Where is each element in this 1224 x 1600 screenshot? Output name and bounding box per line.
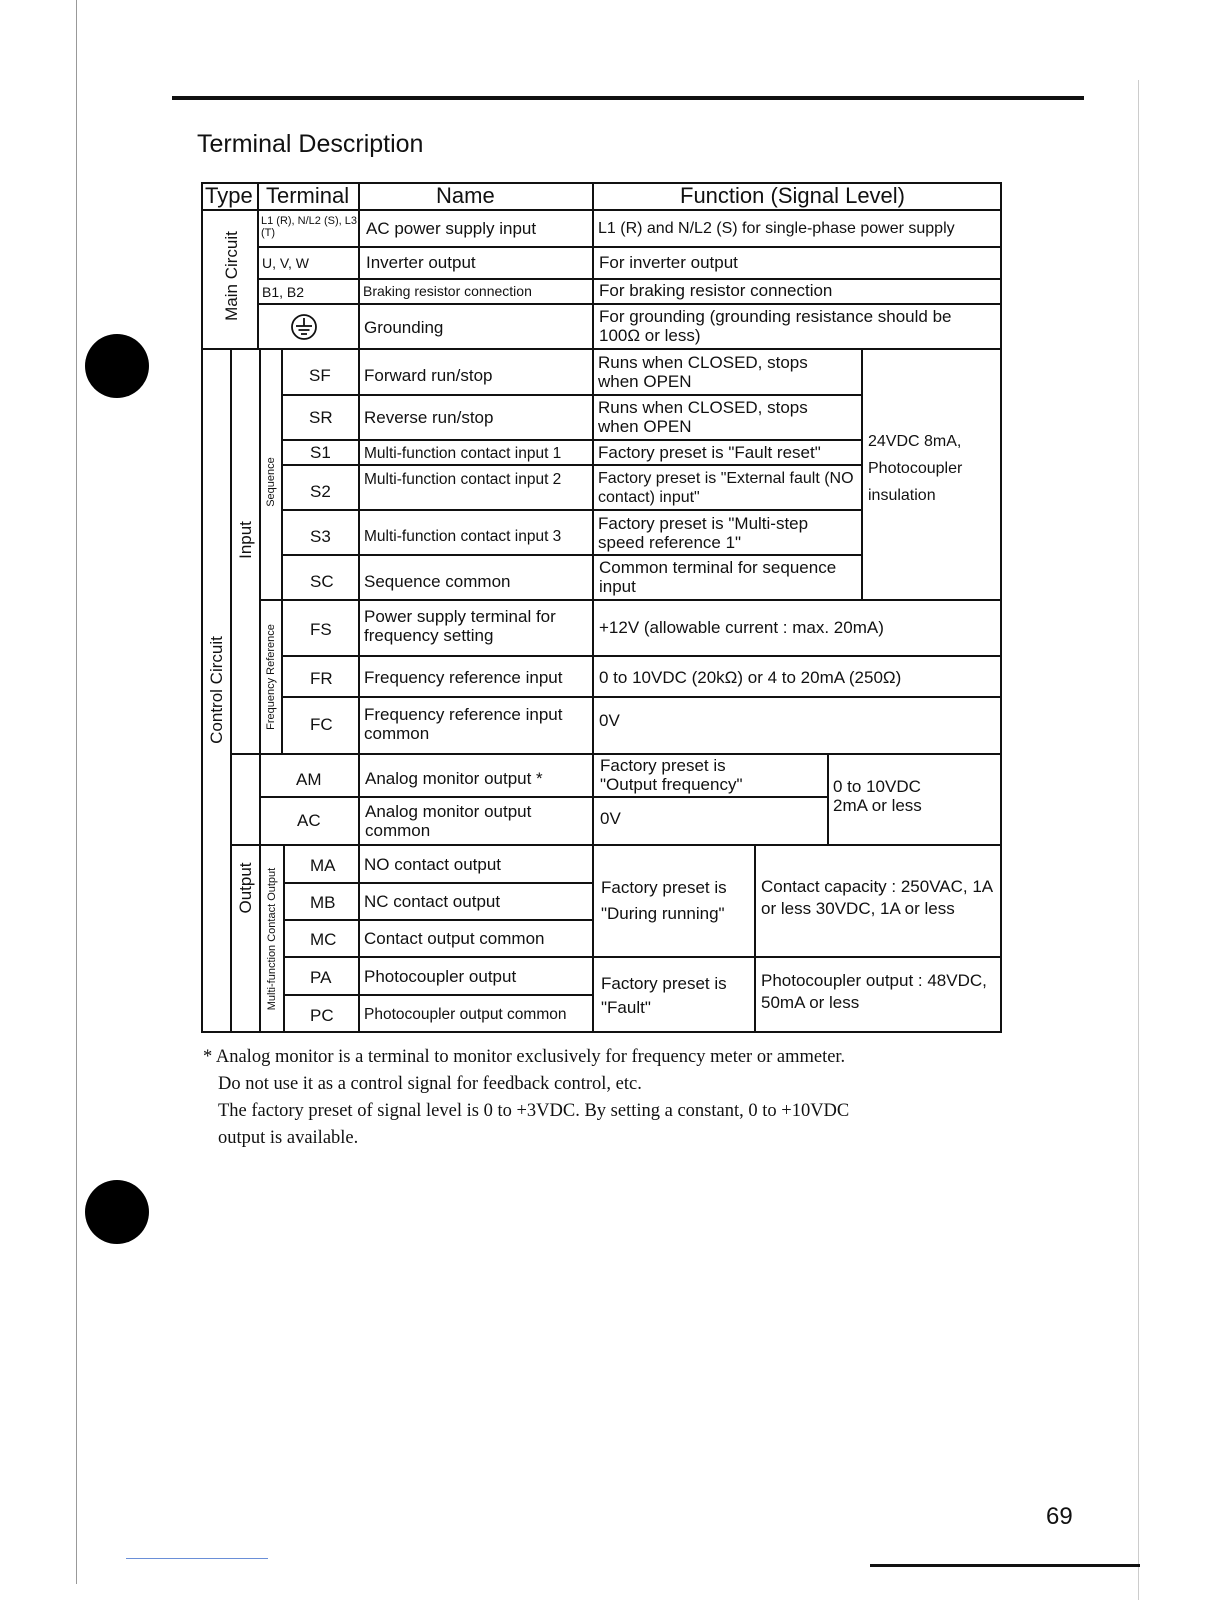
name-sr: Reverse run/stop — [364, 408, 494, 427]
name-mb: NC contact output — [364, 892, 501, 911]
function-sr: Runs when CLOSED, stops when OPEN — [598, 398, 808, 436]
name-fr: Frequency reference input — [364, 668, 563, 687]
function-r2: For inverter output — [599, 253, 738, 272]
group-control-circuit: Control Circuit — [207, 636, 226, 744]
terminal-r3: B1, B2 — [262, 284, 305, 300]
contact-level: Contact capacity : 250VAC, 1A or less 30VDC, 1A or less — [761, 877, 993, 918]
function-fc: 0V — [599, 711, 620, 730]
name-fc: Frequency reference input common — [364, 705, 563, 743]
function-fs: +12V (allowable current : max. 20mA) — [599, 618, 884, 637]
photo-level: Photocoupler output : 48VDC, 50mA or less — [761, 971, 987, 1012]
name-fs: Power supply terminal for frequency setting — [364, 607, 556, 645]
name-s2: Multi-function contact input 2 — [364, 471, 562, 488]
group-frequency-reference: Frequency Reference — [265, 624, 277, 730]
header-type: Type — [205, 183, 253, 208]
footnote — [203, 1044, 1023, 1152]
name-r3: Braking resistor connection — [363, 283, 532, 299]
terminal-fc: FC — [310, 715, 333, 734]
footnote-line: Do not use it as a control signal for feedback control, etc. — [218, 1074, 642, 1094]
terminal-sr: SR — [309, 408, 333, 427]
terminal-s2: S2 — [310, 482, 331, 501]
header-name: Name — [436, 183, 495, 208]
terminal-sc: SC — [310, 572, 334, 591]
terminal-s1: S1 — [310, 443, 331, 462]
analog-signal-level: 0 to 10VDC 2mA or less — [833, 777, 922, 815]
terminal-ma: MA — [310, 856, 336, 875]
name-r1: AC power supply input — [366, 219, 537, 238]
terminal-r2: U, V, W — [262, 255, 309, 271]
name-pa: Photocoupler output — [364, 967, 517, 986]
ground-icon — [292, 315, 316, 339]
contact-function: Factory preset is "During running" — [601, 878, 727, 923]
function-r3: For braking resistor connection — [599, 281, 833, 300]
name-s1: Multi-function contact input 1 — [364, 445, 562, 462]
function-r4: For grounding (grounding resistance should be 100Ω or less) — [599, 307, 952, 345]
name-ac: Analog monitor output common — [365, 802, 532, 840]
terminal-pc: PC — [310, 1006, 334, 1025]
footnote-line: * Analog monitor is a terminal to monitor exclusively for frequency meter or ammeter. — [203, 1047, 846, 1067]
name-sf: Forward run/stop — [364, 366, 493, 385]
function-am: Factory preset is "Output frequency" — [600, 756, 743, 794]
terminal-fr: FR — [310, 669, 333, 688]
header-function: Function (Signal Level) — [680, 183, 906, 208]
terminal-sf: SF — [309, 366, 331, 385]
function-sc: Common terminal for sequence input — [599, 558, 837, 596]
footnote-line: output is available. — [218, 1128, 359, 1148]
terminal-mc: MC — [310, 930, 337, 949]
group-output: Output — [236, 862, 255, 914]
name-mc: Contact output common — [364, 929, 545, 948]
function-sf: Runs when CLOSED, stops when OPEN — [598, 353, 808, 391]
name-sc: Sequence common — [364, 572, 511, 591]
terminal-mb: MB — [310, 893, 336, 912]
terminal-s3: S3 — [310, 527, 331, 546]
name-am: Analog monitor output * — [365, 769, 543, 788]
name-r2: Inverter output — [366, 253, 476, 272]
name-ma: NO contact output — [364, 855, 502, 874]
function-s1: Factory preset is "Fault reset" — [598, 443, 821, 462]
function-r1: L1 (R) and N/L2 (S) for single-phase power supply — [598, 220, 955, 237]
terminal-ac: AC — [297, 811, 321, 830]
name-r4: Grounding — [364, 318, 444, 337]
name-s3: Multi-function contact input 3 — [364, 528, 562, 545]
group-multi-function-contact-output: Multi-function Contact Output — [266, 867, 278, 1011]
terminal-fs: FS — [310, 620, 332, 639]
terminal-r1: L1 (R), N/L2 (S), L3 (T) — [261, 215, 357, 239]
page-title: Terminal Description — [197, 130, 424, 158]
function-ac: 0V — [600, 809, 621, 828]
footnote-line: The factory preset of signal level is 0 to +3VDC. By setting a constant, 0 to +10VDC — [218, 1101, 850, 1121]
name-pc: Photocoupler output common — [364, 1006, 567, 1023]
function-s3: Factory preset is "Multi-step speed reference 1" — [598, 514, 809, 552]
terminal-am: AM — [296, 770, 322, 789]
function-fr: 0 to 10VDC (20kΩ) or 4 to 20mA (250Ω) — [599, 668, 902, 687]
group-sequence: Sequence — [265, 457, 277, 507]
photo-function: Factory preset is "Fault" — [601, 974, 727, 1017]
group-input: Input — [236, 521, 255, 559]
group-main-circuit: Main Circuit — [222, 231, 241, 321]
sequence-signal-level: 24VDC 8mA, Photocoupler insulation — [868, 433, 963, 504]
header-terminal: Terminal — [266, 183, 350, 208]
terminal-pa: PA — [310, 968, 332, 987]
page-number: 69 — [1046, 1503, 1073, 1530]
function-s2: Factory preset is "External fault (NO contact) input" — [598, 470, 854, 506]
